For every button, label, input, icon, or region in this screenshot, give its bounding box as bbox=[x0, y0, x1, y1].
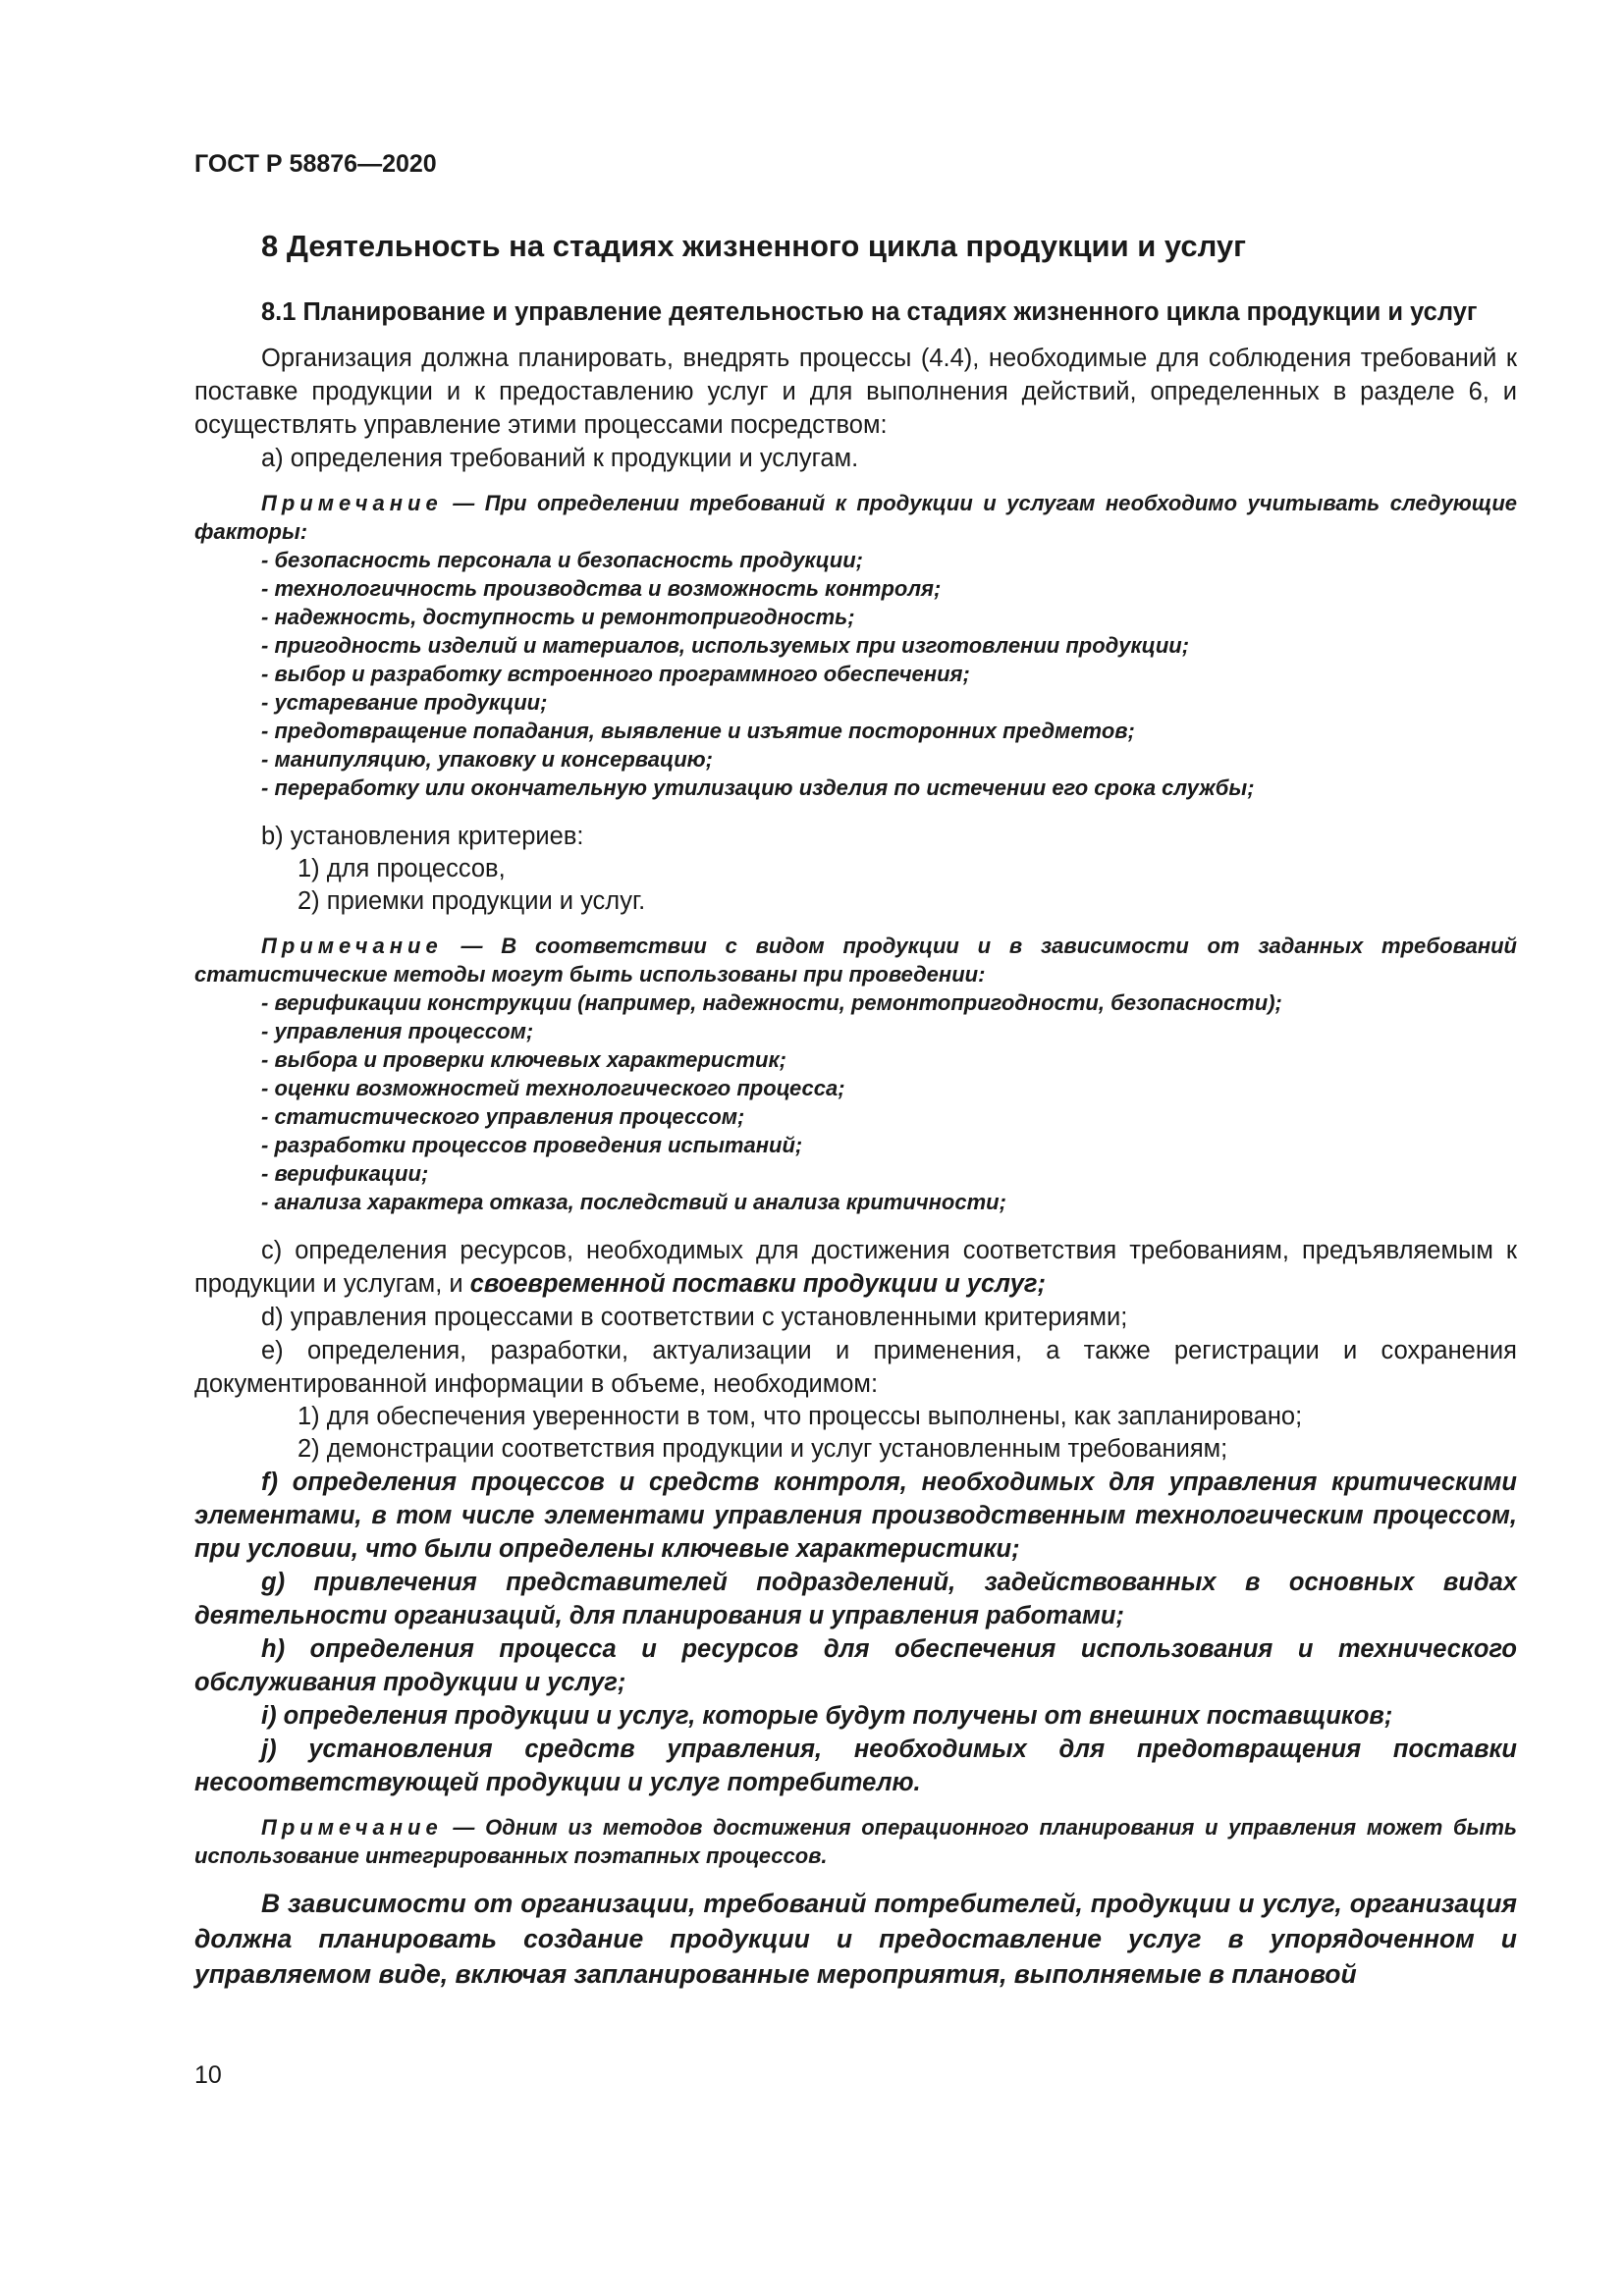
note-text: — При определении требований к продукции и услугам необходимо учитывать следующие факторы: bbox=[194, 491, 1517, 544]
intro-paragraph: Организация должна планировать, внедрять процессы (4.4), необходимые для соблюдения требований к поставке продукции и к предоставлению услуг и для выполнения действий, определенных в разделе 6, и осуществлять управление этими процессами посредством: bbox=[194, 345, 1517, 439]
list-item: - анализа характера отказа, последствий и анализа критичности; bbox=[261, 1190, 1006, 1214]
item-a: a) определения требований к продукции и услугам. bbox=[261, 445, 859, 472]
list-item: - манипуляцию, упаковку и консервацию; bbox=[261, 747, 714, 772]
list-item: - оценки возможностей технологического процесса; bbox=[261, 1076, 845, 1100]
list-item: - технологичность производства и возможность контроля; bbox=[261, 576, 942, 601]
item-g: g) привлечения представителей подразделений, задействованных в основных видах деятельности организаций, для планирования и управления работами; bbox=[194, 1569, 1517, 1629]
list-item: - безопасность персонала и безопасность продукции; bbox=[261, 548, 863, 572]
page-number: 10 bbox=[194, 2061, 222, 2089]
item-c-emphasis: своевременной поставки продукции и услуг; bbox=[469, 1270, 1046, 1298]
note-label: Примечание bbox=[261, 934, 443, 958]
item-h: h) определения процесса и ресурсов для обеспечения использования и технического обслуживания продукции и услуг; bbox=[194, 1635, 1517, 1696]
subsection-title: 8.1 Планирование и управление деятельностью на стадиях жизненного цикла продукции и услуг bbox=[261, 298, 1478, 326]
item-b: b) установления критериев: bbox=[261, 823, 584, 850]
note-2 bbox=[194, 932, 1517, 1216]
list-item: - разработки процессов проведения испытаний; bbox=[261, 1133, 803, 1157]
note-text: — Одним из методов достижения операционного планирования и управления может быть использование интегрированных поэтапных процессов. bbox=[194, 1815, 1517, 1868]
note-label: Примечание bbox=[261, 1815, 443, 1840]
list-item: - пригодность изделий и материалов, используемых при изготовлении продукции; bbox=[261, 633, 1190, 658]
item-f: f) определения процессов и средств контроля, необходимых для управления критическими элементами, в том числе элементами управления производственным технологическим процессом, при условии, что были определены ключевые характеристики; bbox=[194, 1468, 1517, 1563]
note-3 bbox=[194, 1813, 1517, 1870]
item-b-sub: 2) приемки продукции и услуг. bbox=[298, 887, 646, 915]
list-item: - переработку или окончательную утилизацию изделия по истечении его срока службы; bbox=[261, 775, 1255, 800]
list-item: - устаревание продукции; bbox=[261, 690, 548, 715]
note-label: Примечание bbox=[261, 491, 443, 515]
item-d: d) управления процессами в соответствии с установленными критериями; bbox=[261, 1304, 1128, 1331]
item-b-sub: 1) для процессов, bbox=[298, 855, 506, 882]
list-item: - выбор и разработку встроенного программного обеспечения; bbox=[261, 662, 970, 686]
list-item: - выбора и проверки ключевых характеристик; bbox=[261, 1047, 786, 1072]
list-item: - верификации; bbox=[261, 1161, 429, 1186]
page-content bbox=[194, 227, 1517, 1992]
list-item: - статистического управления процессом; bbox=[261, 1104, 745, 1129]
list-item: - надежность, доступность и ремонтопригодность; bbox=[261, 605, 855, 629]
item-c bbox=[194, 1234, 1517, 1301]
section-title: 8 Деятельность на стадиях жизненного цикла продукции и услуг bbox=[261, 229, 1247, 263]
item-c-text: c) определения ресурсов, необходимых для достижения соответствия требованиям, предъявляемым к продукции и услугам, и bbox=[194, 1237, 1517, 1298]
list-item: - верификации конструкции (например, надежности, ремонтопригодности, безопасности); bbox=[261, 990, 1282, 1015]
item-e-sub: 2) демонстрации соответствия продукции и услуг установленным требованиям; bbox=[298, 1435, 1228, 1463]
item-e-sub: 1) для обеспечения уверенности в том, что процессы выполнены, как запланировано; bbox=[298, 1403, 1303, 1430]
final-paragraph: В зависимости от организации, требований потребителей, продукции и услуг, организация должна планировать создание продукции и предоставление услуг в упорядоченном и управляемом виде, включая запланированные мероприятия, выполняемые в плановой bbox=[194, 1889, 1517, 1989]
document-header: ГОСТ Р 58876—2020 bbox=[194, 150, 437, 178]
item-e: e) определения, разработки, актуализации и применения, а также регистрации и сохранения документированной информации в объеме, необходимом: bbox=[194, 1337, 1517, 1398]
item-j: j) установления средств управления, необходимых для предотвращения поставки несоответствующей продукции и услуг потребителю. bbox=[194, 1735, 1517, 1796]
item-i: i) определения продукции и услуг, которые будут получены от внешних поставщиков; bbox=[261, 1702, 1393, 1730]
note-text: — В соответствии с видом продукции и в зависимости от заданных требований статистические методы могут быть использованы при проведении: bbox=[194, 934, 1517, 987]
list-item: - предотвращение попадания, выявление и изъятие посторонних предметов; bbox=[261, 719, 1135, 743]
note-1 bbox=[194, 489, 1517, 802]
list-item: - управления процессом; bbox=[261, 1019, 534, 1043]
